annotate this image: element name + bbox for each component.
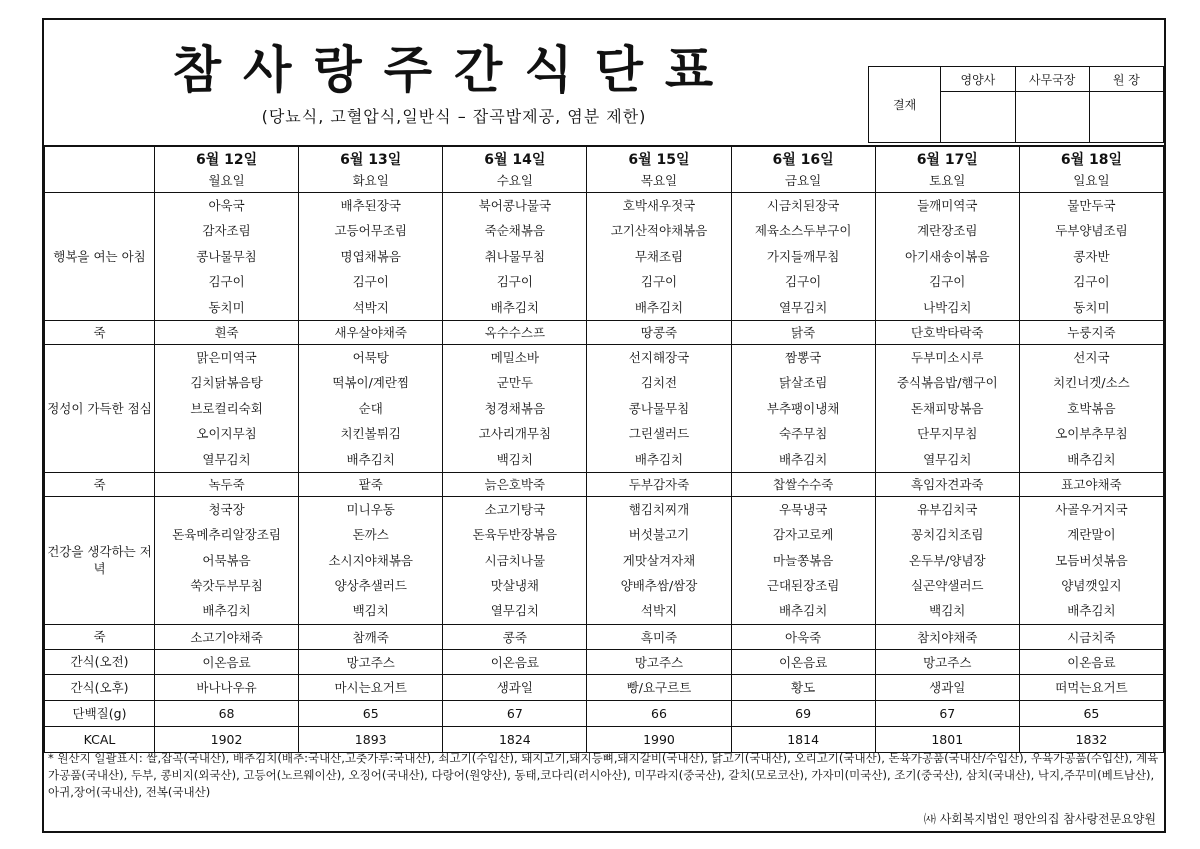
page-title: 참사랑주간식단표 — [172, 41, 736, 99]
kcal-cell: 1893 — [299, 726, 443, 752]
menu-item: 오이지무침 — [196, 426, 257, 442]
menu-item: 배추김치 — [1067, 451, 1116, 467]
menu-item: 열무김치 — [923, 451, 972, 467]
day-header — [299, 147, 443, 193]
lunch-porridge-cell: 찹쌀수수죽 — [731, 472, 875, 496]
day-date: 6월 14일 — [484, 151, 546, 168]
menu-item: 시금치나물 — [484, 552, 546, 568]
protein-cell: 66 — [587, 700, 731, 726]
protein-cell: 65 — [1019, 700, 1163, 726]
menu-item: 아기새송이볶음 — [905, 248, 990, 264]
menu-item: 김구이 — [352, 274, 389, 290]
breakfast-porridge-cell: 단호박타락죽 — [875, 320, 1019, 344]
lunch-cell — [731, 344, 875, 472]
menu-item: 석박지 — [352, 299, 389, 315]
snack-pm-cell: 빵/요구르트 — [587, 674, 731, 700]
snack-am-cell: 이온음료 — [731, 649, 875, 674]
menu-item: 배추김치 — [778, 451, 828, 467]
menu-item: 돈육메추리알장조림 — [172, 527, 281, 543]
menu-item: 김구이 — [1073, 274, 1110, 290]
menu-item: 배추김치 — [202, 603, 251, 619]
dinner-cell — [875, 496, 1019, 624]
lunch-porridge-cell: 표고야채죽 — [1019, 472, 1163, 496]
menu-item: 유부김치국 — [917, 501, 978, 517]
lunch-cell — [299, 344, 443, 472]
menu-item: 선지해장국 — [628, 349, 690, 365]
menu-item: 김구이 — [785, 274, 822, 290]
menu-item: 감자고로케 — [772, 527, 834, 543]
menu-item: 백김치 — [352, 603, 389, 619]
menu-item: 배추김치 — [778, 603, 828, 619]
protein-row — [45, 700, 1164, 726]
approval-box — [868, 66, 1164, 143]
dinner-cell — [587, 496, 731, 624]
approval-role-secretary: 사무국장 — [1015, 67, 1089, 92]
menu-item: 콩나물무침 — [196, 248, 257, 264]
dinner-porridge-cell: 시금치죽 — [1019, 624, 1163, 649]
lunch-cell — [1019, 344, 1163, 472]
dinner-cell — [731, 496, 875, 624]
snack-am-cell: 이온음료 — [1019, 649, 1163, 674]
menu-item: 감자조림 — [202, 223, 251, 239]
lunch-porridge-cell: 늙은호박죽 — [443, 472, 587, 496]
menu-item: 햄김치찌개 — [628, 501, 690, 517]
menu-item: 북어콩나물국 — [478, 198, 552, 213]
menu-item: 단무지무침 — [917, 426, 978, 442]
day-weekday: 화요일 — [352, 172, 389, 188]
breakfast-porridge-cell: 새우살야채죽 — [299, 320, 443, 344]
dinner-porridge-cell: 소고기야채죽 — [155, 624, 299, 649]
dinner-cell — [155, 496, 299, 624]
lunch-cell — [875, 344, 1019, 472]
breakfast-cell — [155, 193, 299, 321]
menu-item: 쑥갓두부무침 — [190, 578, 263, 594]
snack-pm-cell: 생과일 — [875, 674, 1019, 700]
menu-item: 양상추샐러드 — [334, 578, 407, 594]
menu-item: 두부미소시루 — [911, 349, 984, 365]
menu-item: 그린샐러드 — [628, 426, 690, 442]
menu-item: 맛살냉채 — [490, 578, 539, 594]
protein-cell: 69 — [731, 700, 875, 726]
menu-item: 백김치 — [929, 603, 966, 619]
menu-item: 어묵탕 — [352, 349, 389, 365]
menu-item: 브로컬리숙회 — [190, 400, 263, 416]
snack-am-cell: 이온음료 — [443, 649, 587, 674]
day-date: 6월 17일 — [916, 151, 978, 168]
day-weekday: 금요일 — [785, 172, 822, 188]
day-date: 6월 15일 — [628, 151, 690, 168]
breakfast-cell — [1019, 193, 1163, 321]
menu-item: 취나물무침 — [484, 248, 546, 264]
protein-cell: 67 — [443, 700, 587, 726]
kcal-cell: 1990 — [587, 726, 731, 752]
snack-pm-cell: 떠먹는요거트 — [1019, 674, 1163, 700]
breakfast-cell — [299, 193, 443, 321]
snack-am-cell: 망고주스 — [587, 649, 731, 674]
menu-item: 버섯불고기 — [628, 527, 690, 543]
snack-pm-row — [45, 674, 1164, 700]
menu-item: 게맛살겨자채 — [622, 552, 696, 568]
menu-item: 물만두국 — [1067, 198, 1116, 213]
lunch-porridge-cell: 흑임자견과죽 — [875, 472, 1019, 496]
protein-cell: 65 — [299, 700, 443, 726]
menu-item: 떡볶이/계란찜 — [332, 375, 410, 391]
kcal-cell: 1824 — [443, 726, 587, 752]
menu-item: 어묵볶음 — [202, 552, 251, 568]
menu-item: 무채조림 — [634, 248, 684, 264]
menu-item: 동치미 — [1073, 299, 1110, 315]
menu-item: 두부양념조림 — [1055, 223, 1128, 239]
menu-item: 열무김치 — [778, 299, 828, 315]
menu-item: 들깨미역국 — [917, 198, 978, 213]
snack-pm-cell: 황도 — [731, 674, 875, 700]
menu-item: 죽순채볶음 — [484, 223, 546, 239]
approval-sign-box — [1089, 92, 1163, 143]
menu-item: 배추김치 — [1067, 603, 1116, 619]
lunch-cell — [587, 344, 731, 472]
menu-item: 콩자반 — [1073, 248, 1110, 264]
dinner-cell — [299, 496, 443, 624]
kcal-cell: 1814 — [731, 726, 875, 752]
menu-item: 꽁치김치조림 — [911, 527, 984, 543]
lunch-porridge-row — [45, 472, 1164, 496]
day-header — [1019, 147, 1163, 193]
dinner-porridge-cell: 참깨죽 — [299, 624, 443, 649]
snack-pm-cell: 바나나우유 — [155, 674, 299, 700]
menu-item: 시금치된장국 — [766, 198, 840, 213]
menu-item: 제육소스두부구이 — [754, 223, 852, 239]
menu-item: 우묵냉국 — [778, 501, 828, 517]
snack-am-label: 간식(오전) — [45, 649, 155, 674]
menu-item: 미니우동 — [346, 501, 395, 517]
weekly-menu-table — [44, 146, 1164, 753]
day-header — [155, 147, 299, 193]
breakfast-row — [45, 193, 1164, 321]
lunch-porridge-cell: 녹두죽 — [155, 472, 299, 496]
dinner-porridge-cell: 흑미죽 — [587, 624, 731, 649]
menu-item: 고기산적야채볶음 — [610, 223, 708, 239]
menu-item: 치킨볼튀김 — [340, 426, 401, 442]
menu-item: 김구이 — [208, 274, 245, 290]
menu-item: 열무김치 — [202, 451, 251, 467]
dinner-cell — [443, 496, 587, 624]
snack-am-cell: 망고주스 — [299, 649, 443, 674]
sheet-header — [44, 20, 1164, 147]
breakfast-cell — [731, 193, 875, 321]
menu-item: 김구이 — [640, 274, 678, 290]
menu-item: 계란말이 — [1067, 527, 1116, 543]
menu-item: 나박김치 — [923, 299, 972, 315]
day-date: 6월 13일 — [340, 151, 402, 168]
page-subtitle: (당뇨식, 고혈압식,일반식 – 잡곡밥제공, 염분 제한) — [261, 107, 647, 126]
day-header-row — [45, 147, 1164, 193]
menu-item: 고등어무조림 — [334, 223, 407, 239]
lunch-cell — [155, 344, 299, 472]
breakfast-label: 행복을 여는 아침 — [45, 193, 155, 321]
menu-item: 사골우거지국 — [1055, 501, 1128, 517]
lunch-porridge-cell: 두부감자죽 — [587, 472, 731, 496]
day-header — [587, 147, 731, 193]
breakfast-porridge-cell: 누룽지죽 — [1019, 320, 1163, 344]
menu-item: 숙주무침 — [778, 426, 828, 442]
menu-item: 가지들깨무침 — [766, 248, 840, 264]
dinner-porridge-label: 죽 — [45, 624, 155, 649]
dinner-cell — [1019, 496, 1163, 624]
day-header — [875, 147, 1019, 193]
menu-item: 콩나물무침 — [628, 400, 690, 416]
lunch-cell — [443, 344, 587, 472]
breakfast-porridge-cell: 땅콩죽 — [587, 320, 731, 344]
protein-label: 단백질(g) — [45, 700, 155, 726]
menu-item: 청국장 — [208, 501, 245, 517]
day-header — [443, 147, 587, 193]
kcal-cell: 1902 — [155, 726, 299, 752]
menu-item: 아욱국 — [208, 198, 245, 213]
breakfast-cell — [875, 193, 1019, 321]
dinner-porridge-cell: 참치야채죽 — [875, 624, 1019, 649]
menu-item: 돈채피망볶음 — [911, 400, 984, 416]
breakfast-porridge-cell: 닭죽 — [731, 320, 875, 344]
menu-item: 소시지야채볶음 — [328, 552, 413, 568]
lunch-label: 정성이 가득한 점심 — [45, 344, 155, 472]
breakfast-porridge-label: 죽 — [45, 320, 155, 344]
menu-item: 부추팽이냉채 — [766, 400, 840, 416]
menu-item: 고사리개무침 — [478, 426, 552, 442]
menu-item: 온두부/양념장 — [908, 552, 986, 568]
menu-item: 돈까스 — [352, 527, 389, 543]
corner-cell — [45, 147, 155, 193]
menu-item: 김치전 — [640, 375, 678, 391]
menu-item: 오이부추무침 — [1055, 426, 1128, 442]
menu-item: 양념깻잎지 — [1061, 578, 1122, 594]
approval-role-nutritionist: 영양사 — [941, 67, 1015, 92]
snack-pm-label: 간식(오후) — [45, 674, 155, 700]
snack-am-row — [45, 649, 1164, 674]
dinner-porridge-row — [45, 624, 1164, 649]
menu-item: 동치미 — [208, 299, 245, 315]
lunch-porridge-label: 죽 — [45, 472, 155, 496]
kcal-label: KCAL — [45, 726, 155, 752]
menu-item: 열무김치 — [490, 603, 539, 619]
lunch-porridge-cell: 팥죽 — [299, 472, 443, 496]
snack-pm-cell: 생과일 — [443, 674, 587, 700]
day-weekday: 월요일 — [208, 172, 245, 188]
protein-cell: 67 — [875, 700, 1019, 726]
menu-item: 호박볶음 — [1067, 400, 1116, 416]
menu-item: 치킨너겟/소스 — [1053, 375, 1130, 391]
organization-name: ㈔ 사회복지법인 평안의집 참사랑전문요양원 — [923, 812, 1156, 826]
approval-role-director: 원 장 — [1089, 67, 1163, 92]
menu-item: 순대 — [358, 400, 383, 416]
dinner-label: 건강을 생각하는 저녁 — [45, 496, 155, 624]
menu-item: 선지국 — [1073, 349, 1110, 365]
menu-item: 김구이 — [496, 274, 533, 290]
menu-item: 배추김치 — [634, 451, 684, 467]
menu-item: 짬뽕국 — [785, 349, 822, 365]
menu-item: 닭살조림 — [778, 375, 828, 391]
menu-item: 양배추쌈/쌈장 — [620, 578, 698, 594]
breakfast-porridge-cell: 흰죽 — [155, 320, 299, 344]
menu-item: 근대된장조림 — [766, 578, 840, 594]
breakfast-cell — [443, 193, 587, 321]
day-date: 6월 18일 — [1060, 151, 1122, 168]
breakfast-porridge-row — [45, 320, 1164, 344]
day-weekday: 수요일 — [496, 172, 533, 188]
menu-item: 배추김치 — [634, 299, 684, 315]
kcal-cell: 1801 — [875, 726, 1019, 752]
snack-am-cell: 이온음료 — [155, 649, 299, 674]
day-weekday: 토요일 — [929, 172, 966, 188]
approval-label: 결재 — [869, 67, 941, 143]
day-date: 6월 12일 — [195, 151, 258, 168]
breakfast-porridge-cell: 옥수수스프 — [443, 320, 587, 344]
origin-footnote: * 원산지 일괄표시: 쌀,잡곡(국내산), 배추김치(배추:국내산,고춧가루:국내산), 쇠고기(수입산), 돼지고기,돼지등뼈,돼지갈비(국내산), 닭고기(국내산), 오리고기(국내산), 돈육가공품(국내산/수입산), 우육가공품(수입산), 계육가공품(국내산), 두부, 콩비지(외국산), 고등어(노르웨이산), 오징어(국내산), 다랑어(원양산), 동태,코다리(러시아산), 미꾸라지(중국산), 갈치(모로코산), 가자미(미국산), 조기(중국산), 삼치(국내산), 낙지,주꾸미(베트남산), 아귀,장어(국내산), 전복(국내산) — [48, 751, 1159, 799]
menu-item: 배추된장국 — [340, 198, 401, 213]
menu-item: 실곤약샐러드 — [911, 578, 984, 594]
menu-item: 모듬버섯볶음 — [1055, 552, 1128, 568]
menu-sheet — [42, 18, 1166, 833]
menu-item: 마늘쫑볶음 — [772, 552, 834, 568]
dinner-porridge-cell: 콩죽 — [443, 624, 587, 649]
menu-item: 소고기탕국 — [484, 501, 546, 517]
dinner-row — [45, 496, 1164, 624]
day-weekday: 일요일 — [1073, 172, 1110, 188]
menu-item: 중식볶음밥/햄구이 — [896, 375, 998, 391]
menu-item: 계란장조림 — [917, 223, 978, 239]
dinner-porridge-cell: 아욱죽 — [731, 624, 875, 649]
menu-item: 메밀소바 — [490, 349, 539, 365]
breakfast-cell — [587, 193, 731, 321]
kcal-row — [45, 726, 1164, 752]
approval-sign-box — [941, 92, 1015, 143]
menu-item: 김구이 — [929, 274, 966, 290]
menu-item: 돈육두반장볶음 — [472, 527, 558, 543]
menu-item: 석박지 — [640, 603, 678, 619]
menu-item: 명엽채볶음 — [340, 248, 401, 264]
snack-am-cell: 망고주스 — [875, 649, 1019, 674]
menu-item: 배추김치 — [346, 451, 395, 467]
day-header — [731, 147, 875, 193]
snack-pm-cell: 마시는요거트 — [299, 674, 443, 700]
day-weekday: 목요일 — [640, 172, 678, 188]
menu-item: 김치닭볶음탕 — [190, 375, 263, 391]
menu-item: 군만두 — [496, 375, 533, 391]
kcal-cell: 1832 — [1019, 726, 1163, 752]
day-date: 6월 16일 — [772, 151, 834, 168]
lunch-row — [45, 344, 1164, 472]
menu-item: 맑은미역국 — [196, 349, 257, 365]
protein-cell: 68 — [155, 700, 299, 726]
menu-item: 호박새우젓국 — [622, 198, 696, 213]
menu-item: 백김치 — [496, 451, 533, 467]
menu-item: 청경채볶음 — [484, 400, 546, 416]
menu-item: 배추김치 — [490, 299, 539, 315]
approval-sign-box — [1015, 92, 1089, 143]
